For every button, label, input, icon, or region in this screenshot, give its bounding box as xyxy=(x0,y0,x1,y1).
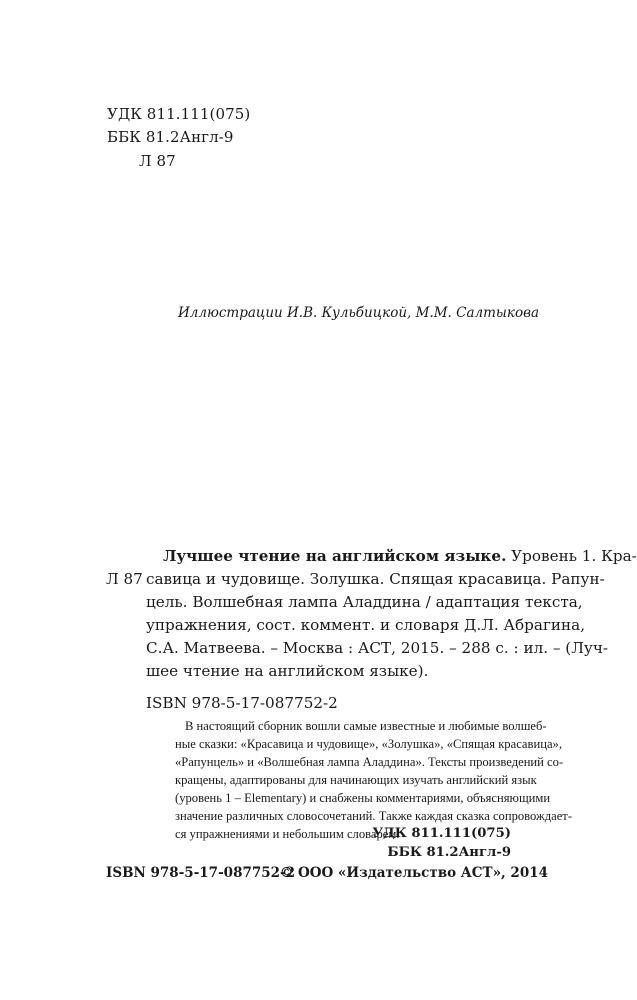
annotation-line-6: значение различных словосочетаний. Также каждая сказка сопровождает- xyxy=(175,809,573,823)
annotation-line-2: ные сказки: «Красавица и чудовище», «Золушка», «Спящая красавица», xyxy=(175,737,562,751)
footer-isbn: ISBN 978-5-17-087752-2 xyxy=(106,865,296,881)
annotation-line-3: «Рапунцель» и «Волшебная лампа Аладдина». Тексты произведений со- xyxy=(175,755,564,769)
udk-code: УДК 811.111(075) xyxy=(107,105,251,123)
catalog-line-1-rest: Уровень 1. Кра- xyxy=(506,547,637,565)
annotation-line-7: ся упражнениями и небольшим словарем. xyxy=(175,827,400,841)
catalog-line-5: С.А. Матвеева. – Москва : АСТ, 2015. – 288 с. : ил. – (Луч- xyxy=(146,639,609,657)
catalog-line-6: шее чтение на английском языке). xyxy=(146,662,429,680)
annotation-line-1: В настоящий сборник вошли самые известные и любимые волшеб- xyxy=(185,719,547,733)
catalog-line-2: савица и чудовище. Золушка. Спящая красавица. Рапун- xyxy=(146,570,605,588)
bbk-code: ББК 81.2Англ-9 xyxy=(107,128,234,146)
annotation-udk: УДК 811.111(075) xyxy=(372,826,511,841)
catalog-side-mark: Л 87 xyxy=(106,570,143,588)
catalog-line-1 xyxy=(163,547,637,565)
illustrations-credit: Иллюстрации И.В. Кульбицкой, М.М. Салтыкова xyxy=(178,305,539,321)
catalog-isbn: ISBN 978-5-17-087752-2 xyxy=(146,694,338,712)
catalog-line-4: упражнения, сост. коммент. и словаря Д.Л. Абрагина, xyxy=(146,616,586,634)
annotation-bbk: ББК 81.2Англ-9 xyxy=(387,845,511,860)
author-mark: Л 87 xyxy=(139,152,176,170)
annotation-line-5: (уровень 1 – Elementary) и снабжены комментариями, объясняющими xyxy=(175,791,551,805)
annotation-line-4: кращены, адаптированы для начинающих изучать английский язык xyxy=(175,773,537,787)
catalog-line-3: цель. Волшебная лампа Аладдина / адаптация текста, xyxy=(146,593,583,611)
catalog-title: Лучшее чтение на английском языке. xyxy=(163,547,507,565)
footer-copyright: © ООО «Издательство АСТ», 2014 xyxy=(279,865,548,881)
